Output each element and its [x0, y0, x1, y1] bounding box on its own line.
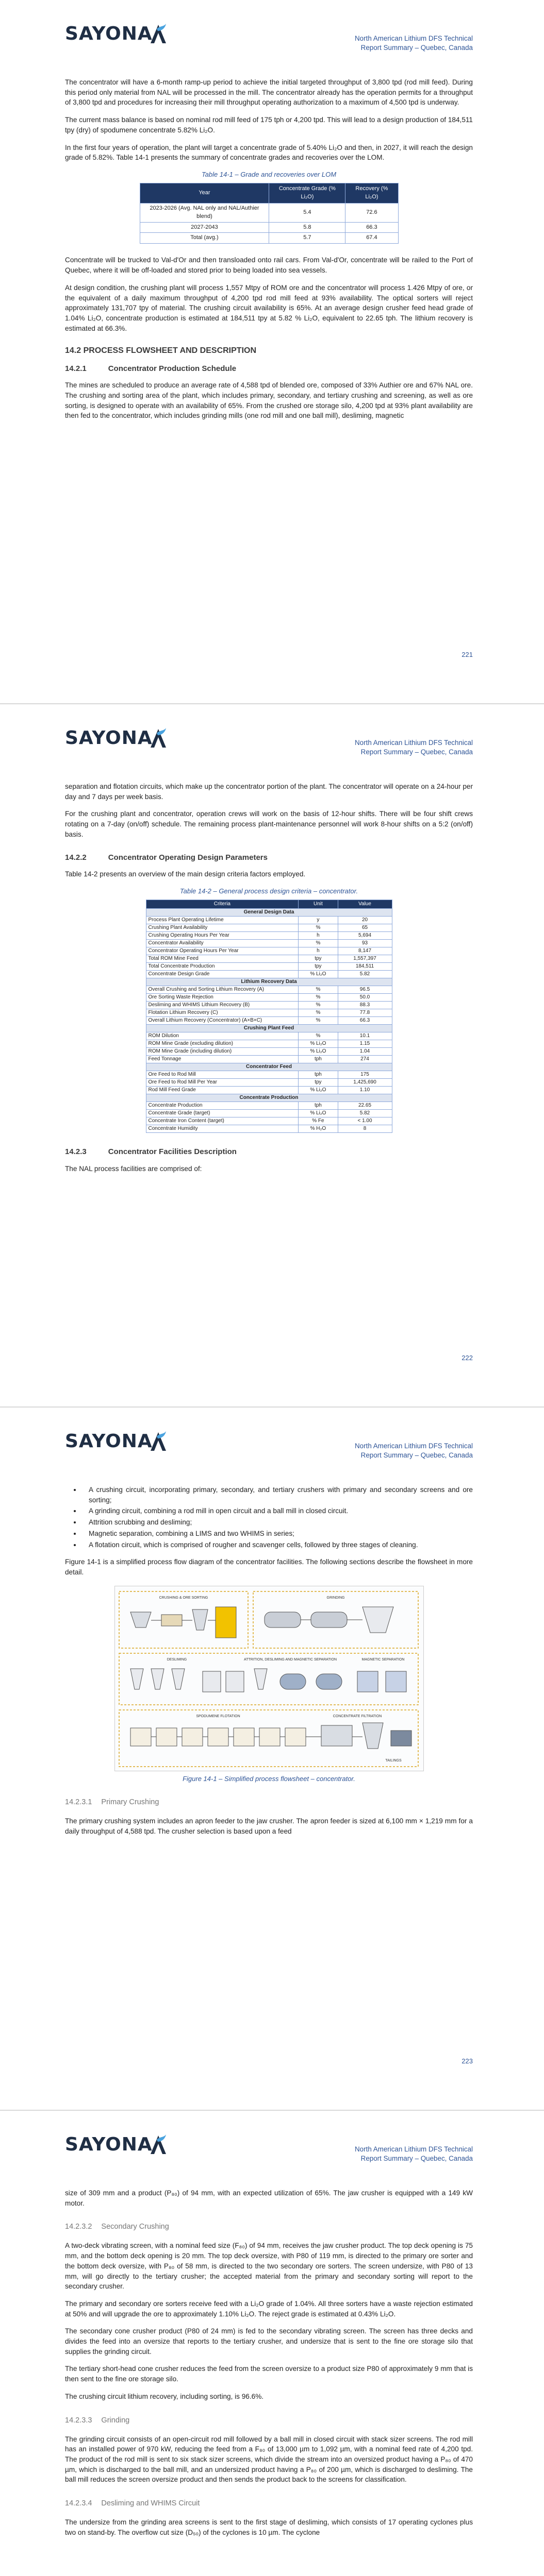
table-row: ROM Mine Grade (including dilution) % Li₂O 1.04 — [146, 1047, 392, 1055]
logo-mark-icon — [150, 2133, 167, 2156]
table-row: Concentrator Operating Hours Per Year h 8,147 — [146, 947, 392, 955]
paragraph: The current mass balance is based on nominal rod mill feed of 175 tph or 4,200 tpd. This will lead to a design production of 184,511 tpy (dry) of spodumene concentrate 5.82% Li₂O. — [65, 116, 473, 134]
paragraph: For the crushing plant and concentrator, operation crews will work on the basis of 12-hour shifts. There will be four shift crews rotating on a 7-day (on/off) schedule. The remaining process plant-maintenance personnel will work 8-hour shifts on a 5:2 (on/off) basis. — [65, 810, 473, 838]
paragraph: A two-deck vibrating screen, with a nominal feed size (F₈₀) of 94 mm, receives the jaw crusher product. The top deck opening is 75 mm, and the bottom deck opening is 20 mm. The top deck oversize, with P80 of 119 mm, is directed to the primary ore sorter and the bottom deck oversize, with P₈₀ of 58 mm, is directed to the two secondary ore sorters. The screen undersize, with P80 of 13 mm, will go directly to the tertiary crusher; the accepted material from the primary and secondary sorting will report to the secondary crusher. — [65, 2242, 473, 2291]
flow-label: CRUSHING & ORE SORTING — [159, 1596, 208, 1600]
table-row: ROM Dilution % 10.1 — [146, 1032, 392, 1040]
section-heading: 14.2 PROCESS FLOWSHEET AND DESCRIPTION — [65, 346, 257, 355]
paragraph: In the first four years of operation, the plant will target a concentrate grade of 5.40% Li₂O and then, in 2027, it will reach the design grade of 5.82%. Table 14-1 presents the summary of concentrate grades and recoveries over the LOM. — [65, 143, 473, 162]
table-group-row: General Design Data — [146, 908, 392, 916]
table-row: Concentrator Availability % 93 — [146, 939, 392, 947]
page-header — [65, 704, 473, 782]
sayona-logo — [65, 21, 167, 47]
paragraph: At design condition, the crushing plant will process 1,557 Mtpy of ROM ore and the concentrator will process 1.426 Mtpy of ore, or the equivalent of a daily maximum throughput of 4,200 tpd rod mill feed at 93% availability. The optical sorters will reject approximately 131,707 tpy of material. The crushing circuit availability is 65%. At an average design crusher feed head grade of 1.04% Li₂O, concentrate production is estimated at 184,511 tpy at 5.82 % Li₂O, equivalent to 22.65 tph. The lithium recovery is estimated at 66.3%. — [65, 283, 473, 332]
table-row: Process Plant Operating Lifetime y 20 — [146, 916, 392, 924]
table-row: Concentrate Iron Content (target) % Fe < 1.00 — [146, 1117, 392, 1125]
table-row: Overall Crushing and Sorting Lithium Recovery (A) % 96.5 — [146, 986, 392, 993]
page-header — [65, 2111, 473, 2188]
page-222 — [0, 703, 544, 1406]
flow-label: MAGNETIC SEPARATION — [361, 1657, 404, 1662]
table-row: Crushing Plant Availability % 65 — [146, 924, 392, 931]
table-group-row: Crushing Plant Feed — [146, 1024, 392, 1032]
paragraph: The NAL process facilities are comprised of: — [65, 1164, 202, 1173]
paragraph: separation and flotation circuits, which make up the concentrator portion of the plant. The concentrator will operate on a 24-hour per day and 7 days per week basis. — [65, 783, 473, 801]
list-item: • Attrition scrubbing and desliming; — [81, 1517, 473, 1528]
table-row: Ore Feed to Rod Mill tph 175 — [146, 1071, 392, 1078]
table-row: Concentrate Design Grade % Li₂O 5.82 — [146, 970, 392, 978]
header-title: North American Lithium DFS Technical Report Summary – Quebec, Canada — [355, 35, 473, 52]
logo-text: SAYONA — [65, 1431, 153, 1452]
paragraph: The primary crushing system includes an apron feeder to the jaw crusher. The apron feeder is sized at 6,100 mm × 1,219 mm for a daily throughput of 4,588 tpd. The crusher selection is based upon a feed — [65, 1817, 473, 1836]
list-item: • A flotation circuit, which is comprised of rougher and scavenger cells, followed by three stages of cleaning. — [81, 1540, 473, 1550]
page-number: 222 — [461, 1354, 473, 1362]
grade-recovery-table: Year Concentrate Grade (% Li₂O) Recovery (% Li₂O) 2023-2026 (Avg. NAL only and NAL/Authier blend) 5.4 72.6 2027-2043 5.8 66.3 Total (avg.) 5.7 67.4 — [140, 183, 399, 244]
flow-label: ATTRITION, DESLIMING AND MAGNETIC SEPARATION — [243, 1657, 337, 1662]
page-221 — [0, 0, 544, 703]
table-caption: Table 14-2 – General process design criteria – concentrator. — [179, 887, 358, 895]
table-row: Feed Tonnage tph 274 — [146, 1055, 392, 1063]
flow-label: SPODUMENE FLOTATION — [195, 1714, 240, 1718]
table-group-row: Concentrate Production — [146, 1094, 392, 1101]
logo-text: SAYONA — [65, 23, 153, 44]
table-row: Total ROM Mine Feed tpy 1,557,397 — [146, 955, 392, 962]
header-title: North American Lithium DFS Technical Report Summary – Quebec, Canada — [355, 739, 473, 756]
paragraph: Figure 14-1 is a simplified process flow diagram of the concentrator facilities. The following sections describe the flowsheet in more detail. — [65, 1558, 473, 1576]
subsubsection-heading: 14.2.3.1 Primary Crushing — [65, 1798, 159, 1807]
page-number: 221 — [461, 651, 473, 659]
paragraph: The mines are scheduled to produce an average rate of 4,588 tpd of blended ore, composed of 33% Authier ore and 67% NAL ore. The crushing and sorting area of the plant, which includes primary, secondary, and tertiary crushing and screening, as well as ore sorting, is designed to operate with an availability of 65%. From the crushed ore storage silo, 4,200 tpd at 93% plant availability are then fed to the concentrator, which includes grinding mills (one rod mill and one ball mill), desliming, magnetic — [65, 381, 473, 420]
table-row: Rod Mill Feed Grade % Li₂O 1.10 — [146, 1086, 392, 1094]
page-223 — [0, 1406, 544, 2110]
paragraph: The undersize from the grinding area screens is sent to the first stage of desliming, which consists of 17 operating cyclones plus two on stand-by. The overflow cut size (D₅₀) of the cyclones is 10 µm. The cyclone — [65, 2518, 473, 2536]
sayona-logo — [65, 1428, 167, 1455]
paragraph: The tertiary short-head cone crusher reduces the feed from the screen oversize to a product size P80 of approximately 9 mm that is then sent to the fine ore storage silo. — [65, 2365, 473, 2383]
table-row: 2027-2043 5.8 66.3 — [140, 222, 398, 233]
table-caption: Table 14-1 – Grade and recoveries over LOM — [201, 170, 337, 178]
table-row: Ore Feed to Rod Mill Per Year tpy 1,425,690 — [146, 1078, 392, 1086]
table-row: Overall Lithium Recovery (Concentrator) (A×B×C) % 66.3 — [146, 1016, 392, 1024]
flow-label: CONCENTRATE FILTRATION — [333, 1714, 382, 1718]
table-row: Ore Sorting Waste Rejection % 50.0 — [146, 993, 392, 1001]
page-header — [65, 0, 473, 77]
list-item: • A grinding circuit, combining a rod mill in open circuit and a ball mill in closed circuit. — [81, 1506, 473, 1516]
subsubsection-heading: 14.2.3.3 Grinding — [65, 2416, 130, 2425]
facilities-list — [81, 1485, 473, 1550]
logo-text: SAYONA — [65, 727, 153, 749]
process-flowsheet-figure — [114, 1586, 424, 1771]
sayona-logo — [65, 2131, 167, 2158]
paragraph: The primary and secondary ore sorters receive feed with a Li₂O grade of 1.04%. All three sorters have a waste rejection estimated at 50% and will upgrade the ore to approximately 1.10% Li₂O. The reject grade is estimated at 0.43% Li₂O. — [65, 2299, 473, 2318]
flow-label: GRINDING — [326, 1596, 344, 1600]
table-row: Total Concentrate Production tpy 184,511 — [146, 962, 392, 970]
logo-text: SAYONA — [65, 2134, 153, 2155]
sayona-logo — [65, 725, 167, 752]
paragraph: size of 309 mm and a product (P₈₀) of 94 mm, with an expected utilization of 65%. The jaw crusher is equipped with a 149 kW motor. — [65, 2189, 473, 2207]
logo-mark-icon — [150, 1430, 167, 1453]
flow-label: DESLIMING — [167, 1657, 187, 1662]
page-header — [65, 1408, 473, 1485]
logo-mark-icon — [150, 23, 167, 45]
table-group-row: Lithium Recovery Data — [146, 978, 392, 986]
design-criteria-table: Criteria Unit Value General Design Data Process Plant Operating Lifetime y 20 Crushing Plant Availability % 65 Crushing Operating Hours Per Year h 5,694 Concentrator Availability % 93 Concentrator Operating Hours Per Year h 8,147 Total ROM Mine Feed tpy 1,557,397 Total Concentrate Production tpy 184,511 Concentrate Design Grade % Li₂O 5.82 Lithium Recovery Data Overall Crushing and Sorting Lithium Recovery (A) % 96.5 Ore Sorting Waste Rejection % 50.0 Desliming and WHIMS Lithium Recovery (B) % 88.3 Flotation Lithium Recovery (C) % 77.8 Overall Lithium Recovery (Concentrator) (A×B×C) % 66.3 Crushing Plant Feed ROM Dilution % 10.1 ROM Mine Grade (excluding dilution) % Li₂O 1.15 ROM Mine Grade (including dilution) % Li₂O 1.04 Feed Tonnage tph 274 Concentrator Feed Ore Feed to Rod Mill tph 175 Ore Feed to Rod Mill Per Year tpy 1,425,690 Rod Mill Feed Grade % Li₂O 1.10 Concentrate Production Concentrate Production tph 22.65 Concentrate Grade (target) % Li₂O 5.82 Concentrate Iron Content (target) % Fe < 1.00 Concentrate Humidity % H₂O 8 — [146, 900, 392, 1133]
subsubsection-heading: 14.2.3.4 Desliming and WHIMS Circuit — [65, 2499, 200, 2508]
figure-caption: Figure 14-1 – Simplified process flowsheet – concentrator. — [183, 1774, 355, 1783]
list-item: • Magnetic separation, combining a LIMS and two WHIMS in series; — [81, 1529, 473, 1539]
table-row: Concentrate Humidity % H₂O 8 — [146, 1125, 392, 1132]
page-number: 223 — [461, 2057, 473, 2065]
paragraph: The concentrator will have a 6-month ramp-up period to achieve the initial targeted throughput of 3,800 tpd (rod mill feed). During this period only material from NAL will be processed in the mill. The concentrator already has the operation permits for a throughput of 3,800 tpd and procedures for increasing their mill throughput operating authorization to a maximum of 4,500 tpd is underway. — [65, 78, 473, 107]
table-row: Concentrate Grade (target) % Li₂O 5.82 — [146, 1109, 392, 1117]
logo-mark-icon — [150, 727, 167, 750]
paragraph: The secondary cone crusher product (P80 of 24 mm) is fed to the secondary vibrating screen. The screen has three decks and divides the feed into an oversize that reports to the tertiary crusher, and undersize that is sent to the fine ore storage silo that supplies the grinding circuit. — [65, 2327, 473, 2355]
paragraph: The grinding circuit consists of an open-circuit rod mill followed by a ball mill in closed circuit with stack sizer screens. The rod mill has an installed power of 970 kW, reducing the feed from a F₈₀ of 13,000 µm to 1,092 µm, with a nominal feed rate of 4,200 tpd. The product of the rod mill is sent to six stack sizer screens, which divide the stream into an oversized product having a P₈₀ of 470 µm, which is discharged to the ball mill, and an undersized product having a P₈₀ of 200 µm, which is discharged to desliming. The ball mill reduces the screen oversize product and then sends the product back to the screens for classification. — [65, 2435, 473, 2484]
paragraph: The crushing circuit lithium recovery, including sorting, is 96.6%. — [65, 2392, 264, 2400]
header-title: North American Lithium DFS Technical Report Summary – Quebec, Canada — [355, 1442, 473, 1460]
subsubsection-heading: 14.2.3.2 Secondary Crushing — [65, 2223, 169, 2231]
table-group-row: Concentrator Feed — [146, 1063, 392, 1071]
table-row: 2023-2026 (Avg. NAL only and NAL/Authier blend) 5.4 72.6 — [140, 203, 398, 222]
table-row: Desliming and WHIMS Lithium Recovery (B) % 88.3 — [146, 1001, 392, 1009]
list-item: • A crushing circuit, incorporating primary, secondary, and tertiary crushers with primary and secondary screens and ore sorting; — [81, 1485, 473, 1505]
table-row: Flotation Lithium Recovery (C) % 77.8 — [146, 1009, 392, 1016]
paragraph: Table 14-2 presents an overview of the main design criteria factors employed. — [65, 870, 306, 878]
page-224 — [0, 2110, 544, 2576]
flow-label: TAILINGS — [385, 1758, 402, 1762]
subsection-heading: 14.2.2 Concentrator Operating Design Parameters — [65, 853, 268, 862]
subsection-heading: 14.2.3 Concentrator Facilities Description — [65, 1147, 237, 1156]
table-row: Concentrate Production tph 22.65 — [146, 1101, 392, 1109]
paragraph: Concentrate will be trucked to Val-d'Or and then transloaded onto rail cars. From Val-d'Or, concentrate will be railed to the Port of Quebec, where it will be off-loaded and stored prior to being loaded into sea vessels. — [65, 256, 473, 275]
table-row: ROM Mine Grade (excluding dilution) % Li₂O 1.15 — [146, 1040, 392, 1047]
header-title: North American Lithium DFS Technical Report Summary – Quebec, Canada — [355, 2145, 473, 2163]
subsection-heading: 14.2.1 Concentrator Production Schedule — [65, 364, 237, 373]
table-row: Total (avg.) 5.7 67.4 — [140, 233, 398, 244]
table-row: Crushing Operating Hours Per Year h 5,694 — [146, 931, 392, 939]
